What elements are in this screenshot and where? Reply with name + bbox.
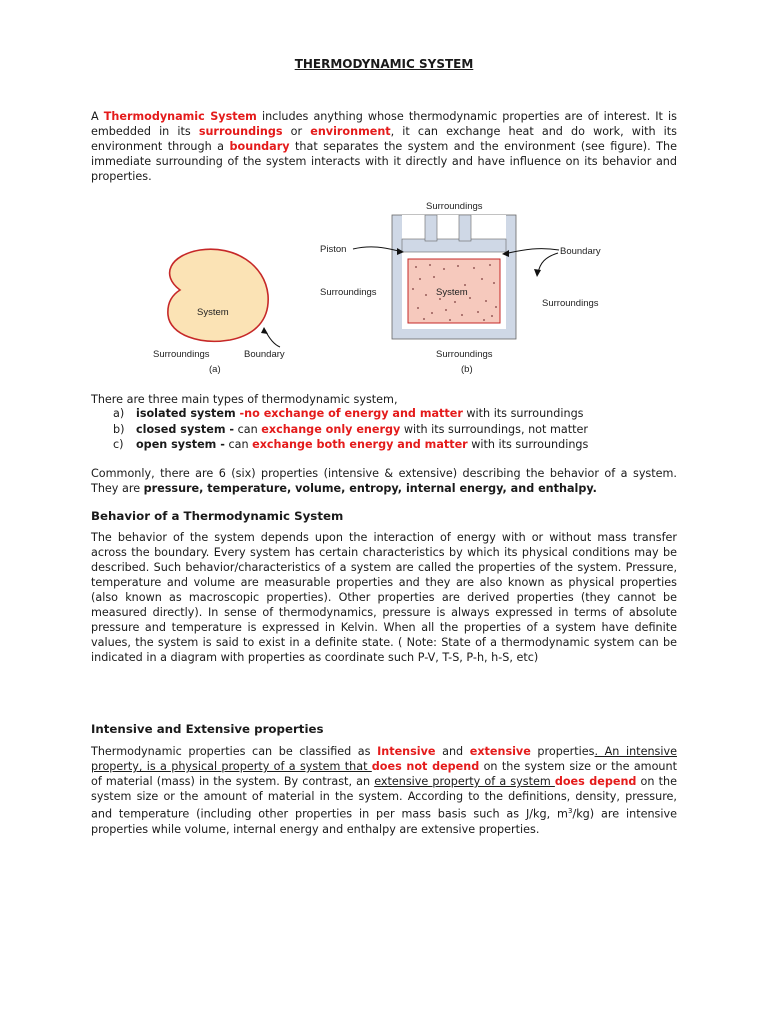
term-surroundings: surroundings (198, 125, 283, 138)
intensive-heading: Intensive and Extensive properties (91, 722, 324, 736)
system-types-list (91, 406, 691, 453)
term-thermodynamic-system: Thermodynamic System (103, 110, 257, 123)
fig-b-surroundings-bottom: Surroundings (436, 349, 493, 360)
list-item: c) open system - can exchange both energy and matter with its surroundings (113, 438, 589, 451)
fig-b-piston-label: Piston (320, 244, 347, 255)
behavior-paragraph: The behavior of the system depends upon the interaction of energy with or without mass transfer across the boundary. Every system has certain characteristics by which its physical conditions may be described. Such behavior/characteristics of a system are called the properties of the system. Pressure, temperature and volume are measurable properties and they are also known as physical properties (also known as macroscopic properties). Other properties are derived properties (they cannot be measured directly). In sense of thermodynamics, pressure is always expressed in terms of absolute pressure and temperature is expressed in Kelvin. When all the properties of a system have definite values, the system is said to exist in a definite state. ( Note: State of a thermodynamic system can be indicated in a diagram with properties as coordinate such P-V, T-S, P-h, h-S, etc) (91, 531, 677, 664)
types-intro: There are three main types of thermodynamic system, (91, 393, 398, 406)
fig-b-system-label: System (436, 287, 468, 298)
list-item: a) isolated system -no exchange of energy and matter with its surroundings (113, 407, 584, 420)
fig-b-surroundings-right: Surroundings (542, 298, 599, 309)
fig-b-caption: (b) (461, 364, 473, 375)
blob-system (168, 249, 268, 341)
behavior-heading: Behavior of a Thermodynamic System (91, 509, 344, 523)
fig-b-boundary-label: Boundary (560, 246, 601, 257)
page-title: THERMODYNAMIC SYSTEM (294, 57, 474, 71)
intro-paragraph: A Thermodynamic System includes anything whose thermodynamic properties are of interest. It is embedded in its surroundings or environment, it can exchange heat and do work, with its environment through a boundary that separates the system and the environment (see figure). The immediate surrounding of the system interacts with it directly and have influence on its behavior and properties. (91, 110, 677, 183)
intensive-paragraph: Thermodynamic properties can be classified as Intensive and extensive properties. An intensive property, is a physical property of a system that does not depend on the system size or the amount of material (mass) in the system. By contrast, an extensive property of a system does depend on the system size or the amount of material in the system. According to the definitions, density, pressure, and temperature (including other properties in per mass basis such as J/kg, $m^3/kg$) are intensive properties while volume, internal energy and enthalpy are extensive properties. (91, 745, 677, 836)
fig-b-surroundings-top: Surroundings (426, 201, 483, 212)
fig-a-caption: (a) (209, 364, 221, 375)
fig-b-surroundings-left: Surroundings (320, 287, 377, 298)
properties-intro: Commonly, there are 6 (six) properties (intensive & extensive) describing the behavior of a system. They are pressure, temperature, volume, entropy, internal energy, and enthalpy. (91, 467, 677, 495)
fig-a-system-label: System (197, 307, 229, 318)
term-boundary: boundary (229, 140, 290, 153)
fig-a-boundary-label: Boundary (244, 349, 285, 360)
list-item: b) closed system - can exchange only energy with its surroundings, not matter (113, 422, 588, 436)
fig-a-surroundings-label: Surroundings (153, 349, 210, 360)
term-environment: environment (310, 125, 391, 138)
system-figure (140, 195, 640, 380)
